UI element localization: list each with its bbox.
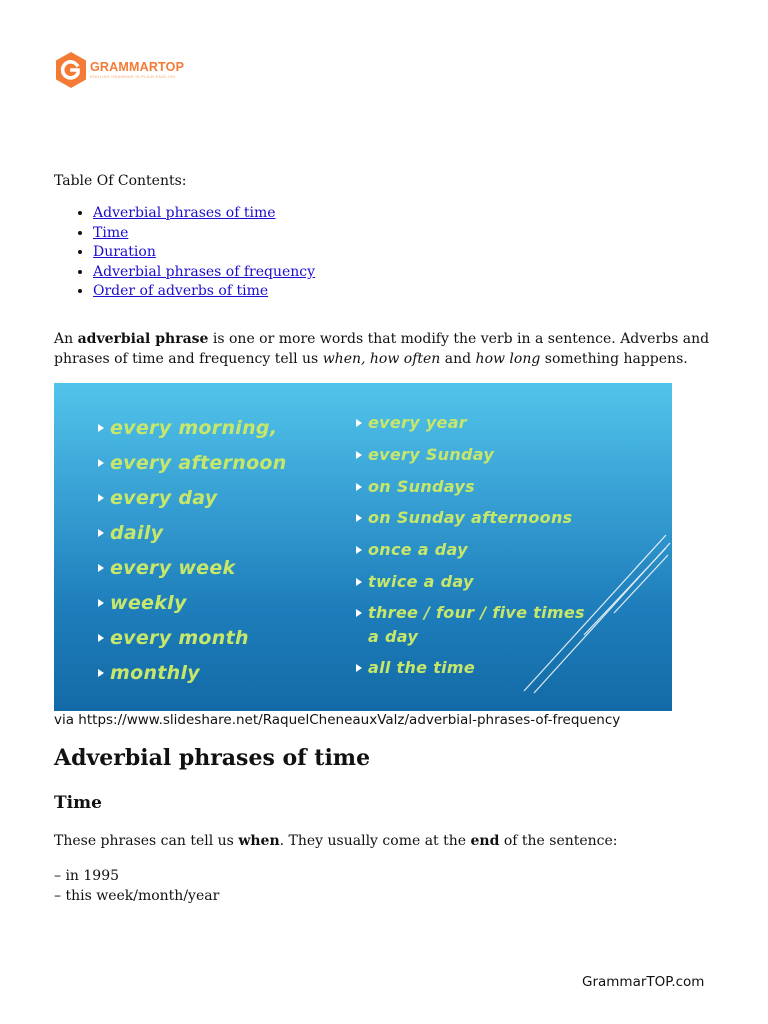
phrase-item: monthly xyxy=(98,662,200,684)
phrase-item: daily xyxy=(98,522,163,544)
toc-item xyxy=(93,282,315,302)
example-line: – in 1995 xyxy=(54,868,120,884)
toc-item xyxy=(93,224,315,244)
adverbial-phrases-image xyxy=(54,383,672,711)
phrase-item: every month xyxy=(98,627,249,649)
toc-link-duration[interactable]: Duration xyxy=(93,244,156,261)
phrase-item-continued: a day xyxy=(368,627,419,646)
logo-name: GRAMMARTOP xyxy=(90,60,185,75)
footer-site-name: GrammarTOP.com xyxy=(582,974,705,990)
intro-paragraph: An adverbial phrase is one or more words that modify the verb in a sentence. Adverbs and phrases of time and frequency tell us when, how often and how long something happens. xyxy=(54,331,710,367)
toc-link-time[interactable]: Time xyxy=(93,224,129,241)
example-line: – this week/month/year xyxy=(54,888,220,904)
phrase-item: on Sunday afternoons xyxy=(356,508,572,527)
toc-link-order-of-adverbs-of-time[interactable]: Order of adverbs of time xyxy=(93,283,269,300)
section-heading: Adverbial phrases of time xyxy=(54,745,371,771)
phrase-item: every week xyxy=(98,557,236,579)
toc-link-adverbial-phrases-of-time[interactable]: Adverbial phrases of time xyxy=(93,205,276,221)
phrase-item: all the time xyxy=(356,658,475,677)
logo-hexagon-icon xyxy=(54,51,88,89)
phrase-item: every morning, xyxy=(98,417,277,439)
toc-item xyxy=(93,263,315,283)
logo-tagline: ENGLISH GRAMMAR IS PLAIN ENGLISH xyxy=(90,73,176,79)
toc-link-adverbial-phrases-of-frequency[interactable]: Adverbial phrases of frequency xyxy=(93,263,316,280)
time-paragraph: These phrases can tell us when. They usually come at the end of the sentence: xyxy=(54,833,618,849)
toc-list xyxy=(54,204,315,302)
phrase-item: every year xyxy=(356,413,467,432)
image-caption: via https://www.slideshare.net/RaquelCheneauxValz/adverbial-phrases-of-frequency xyxy=(54,712,621,728)
grammartop-logo[interactable] xyxy=(54,51,184,89)
phrase-item: every Sunday xyxy=(356,445,494,464)
phrase-item: every afternoon xyxy=(98,452,287,474)
phrase-item: on Sundays xyxy=(356,477,475,496)
toc-title: Table Of Contents: xyxy=(54,173,187,189)
phrase-item: every day xyxy=(98,487,217,509)
subsection-heading: Time xyxy=(54,793,102,813)
phrase-item: weekly xyxy=(98,592,187,614)
toc-item xyxy=(93,204,315,224)
phrase-item: twice a day xyxy=(356,572,474,591)
phrase-item: once a day xyxy=(356,540,468,559)
term-adverbial-phrase: adverbial phrase xyxy=(77,331,209,347)
toc-item xyxy=(93,243,315,263)
phrase-item: three / four / five times xyxy=(356,603,585,622)
